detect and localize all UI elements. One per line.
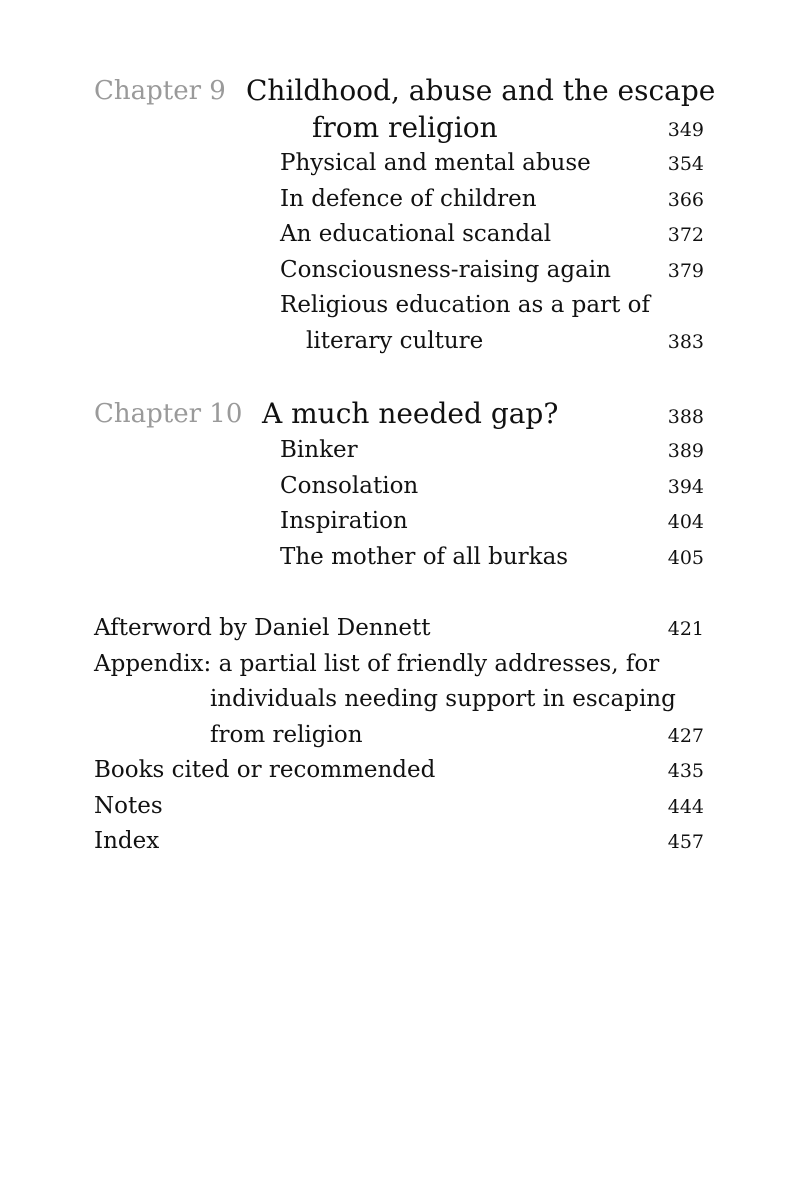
entry-title: Books cited or recommended bbox=[94, 757, 436, 783]
entry-title: Appendix: a partial list of friendly addresses, for bbox=[94, 650, 660, 677]
entry-title: The mother of all burkas bbox=[280, 543, 569, 570]
toc-entry-inspiration[interactable] bbox=[94, 504, 706, 540]
entry-title: Consolation bbox=[280, 472, 419, 499]
entry-title-continuation: literary culture bbox=[306, 327, 484, 354]
chapter-10-heading[interactable] bbox=[94, 395, 706, 433]
toc-entry-afterword[interactable] bbox=[94, 611, 706, 647]
entry-title: Index bbox=[94, 828, 160, 854]
chapter-10-title: A much needed gap? bbox=[262, 397, 559, 430]
entry-page-number: 354 bbox=[667, 153, 704, 175]
toc-entry-an-educational-scandal[interactable] bbox=[94, 217, 706, 253]
entry-page-number: 394 bbox=[667, 475, 704, 498]
entry-title: Inspiration bbox=[280, 508, 408, 534]
toc-entry-religious-education-line1[interactable] bbox=[94, 288, 706, 324]
spacer bbox=[94, 359, 706, 395]
entry-page-number: 457 bbox=[667, 831, 704, 853]
entry-page-number: 427 bbox=[667, 724, 704, 747]
entry-title: Afterword by Daniel Dennett bbox=[94, 615, 431, 641]
entry-page-number: 383 bbox=[667, 330, 704, 353]
chapter-9-title-continuation[interactable] bbox=[94, 110, 706, 146]
toc-entry-physical-and-mental-abuse[interactable] bbox=[94, 146, 706, 182]
entry-title: Physical and mental abuse bbox=[280, 150, 591, 176]
toc-entry-binker[interactable] bbox=[94, 433, 706, 469]
entry-page-number: 372 bbox=[667, 224, 704, 246]
entry-title-continuation: from religion bbox=[210, 721, 363, 748]
toc-entry-appendix-line3[interactable] bbox=[94, 718, 706, 754]
entry-page-number: 444 bbox=[667, 795, 704, 818]
chapter-10-label: Chapter 10 bbox=[94, 399, 243, 429]
entry-page-number: 404 bbox=[667, 511, 704, 533]
entry-title: Religious education as a part of bbox=[280, 292, 650, 318]
entry-title: Consciousness-raising again bbox=[280, 256, 611, 283]
entry-page-number: 366 bbox=[667, 188, 704, 211]
toc-entry-in-defence-of-children[interactable] bbox=[94, 182, 706, 218]
chapter-9-label: Chapter 9 bbox=[94, 76, 226, 106]
toc-entry-consciousness-raising-again[interactable] bbox=[94, 253, 706, 289]
toc-entry-books-cited[interactable] bbox=[94, 753, 706, 789]
entry-page-number: 405 bbox=[667, 546, 704, 569]
table-of-contents bbox=[94, 72, 716, 860]
toc-entry-consolation[interactable] bbox=[94, 469, 706, 505]
entry-page-number: 379 bbox=[667, 259, 704, 282]
chapter-9-title-line1: Childhood, abuse and the escape bbox=[246, 74, 716, 107]
toc-entry-appendix-line1[interactable] bbox=[94, 647, 706, 683]
entry-page-number: 421 bbox=[667, 618, 704, 640]
spacer bbox=[94, 575, 706, 611]
entry-title: Binker bbox=[280, 437, 358, 463]
entry-title: An educational scandal bbox=[280, 221, 552, 247]
toc-entry-notes[interactable] bbox=[94, 789, 706, 825]
toc-entry-mother-of-all-burkas[interactable] bbox=[94, 540, 706, 576]
entry-title: Notes bbox=[94, 792, 163, 819]
chapter-10-page-number: 388 bbox=[667, 406, 704, 428]
chapter-9-page-number: 349 bbox=[667, 119, 704, 141]
entry-page-number: 389 bbox=[667, 440, 704, 462]
chapter-9-title-line2: from religion bbox=[312, 111, 498, 144]
entry-title: In defence of children bbox=[280, 185, 537, 212]
entry-title-continuation: individuals needing support in escaping bbox=[210, 686, 676, 712]
toc-entry-religious-education-line2[interactable] bbox=[94, 324, 706, 360]
toc-entry-index[interactable] bbox=[94, 824, 706, 860]
chapter-9-heading[interactable] bbox=[94, 72, 716, 110]
toc-entry-appendix-line2[interactable] bbox=[94, 682, 706, 718]
entry-page-number: 435 bbox=[667, 760, 704, 782]
